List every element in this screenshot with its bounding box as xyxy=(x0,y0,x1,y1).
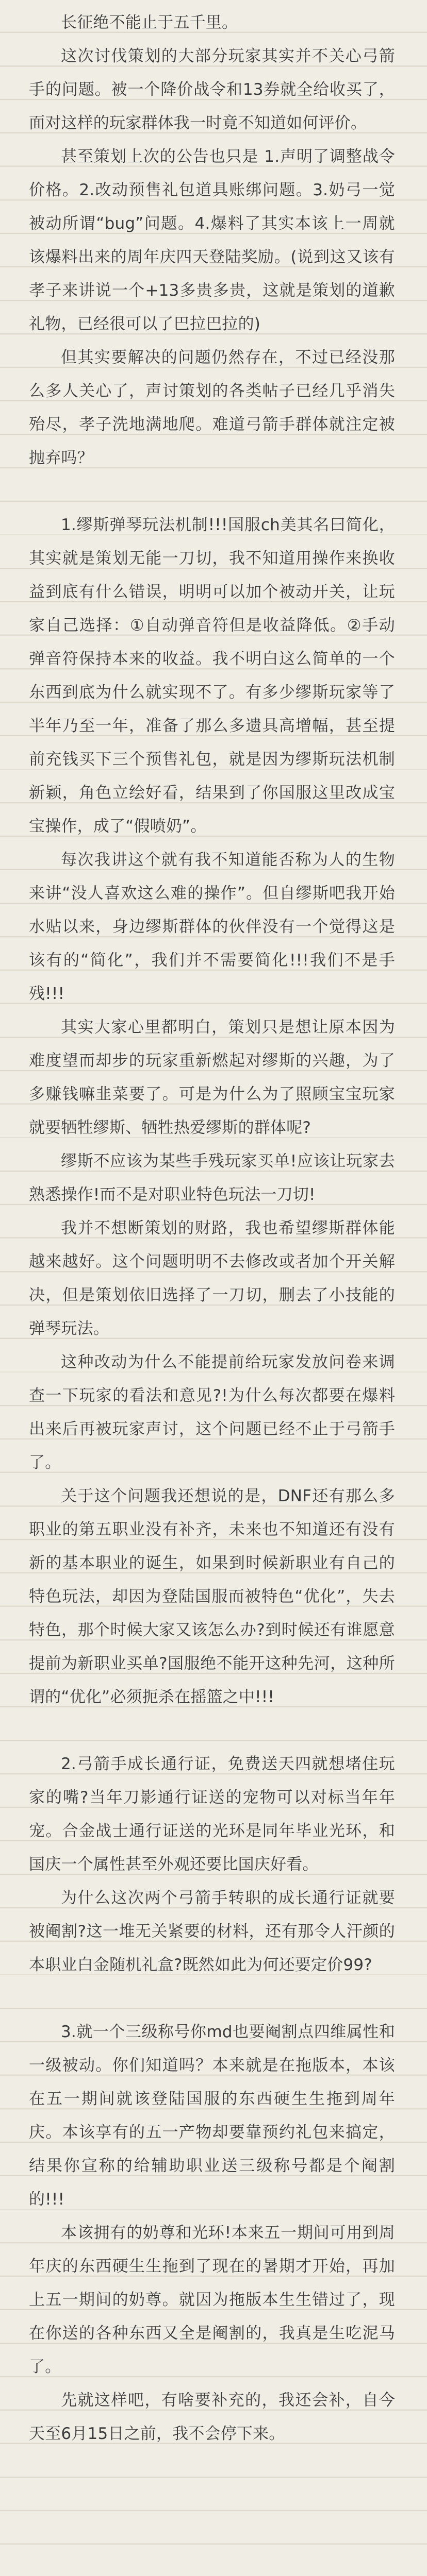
note-paragraph: 先就这样吧，有啥要补充的，我还会补，自今天至6月15日之前，我不会停下来。 xyxy=(29,2391,395,2443)
note-paragraph: 2.弓箭手成长通行证，免费送天四就想堵住玩家的嘴?当年刀影通行证送的宠物可以对标当年年宠。合金战士通行证送的光环是同年毕业光环，和国庆一个属性甚至外观还要比国庆好看。 xyxy=(29,1755,395,1874)
note-paragraph: 为什么这次两个弓箭手转职的成长通行证就要被阉割?这一堆无关紧要的材料，还有那令人汗颜的本职业白金随机礼盒?既然如此为何还要定价99? xyxy=(29,1889,395,1974)
blank-line xyxy=(29,1982,395,2015)
blank-line xyxy=(29,475,395,509)
note-paragraph: 其实大家心里都明白，策划只是想让原本因为难度望而却步的玩家重新燃起对缪斯的兴趣，为了多赚钱嘛韭菜要了。可是为什么为了照顾宝宝玩家就要牺牲缪斯、牺牲热爱缪斯的群体呢? xyxy=(29,1018,395,1137)
blank-line xyxy=(29,1714,395,1748)
note-paragraph: 但其实要解决的问题仍然存在，不过已经没那么多人关心了，声讨策划的各类帖子已经几乎消失殆尽，孝子洗地满地爬。难道弓箭手群体就注定被抛弃吗？ xyxy=(29,348,395,467)
note-paragraph: 这种改动为什么不能提前给玩家发放问卷来调查一下玩家的看法和意见?!为什么每次都要在爆料出来后再被玩家声讨，这个问题已经不止于弓箭手了。 xyxy=(29,1353,395,1472)
note-paragraph: 3.就一个三级称号你md也要阉割点四维属性和一级被动。你们知道吗？本来就是在拖版本，本该在五一期间就该登陆国服的东西硬生生拖到周年庆。本该享有的五一产物却要靠预约礼包来搞定，结果你宣称的给辅助职业送三级称号都是个阉割的!!! xyxy=(29,2023,395,2209)
note-paragraph: 本该拥有的奶尊和光环!本来五一期间可用到周年庆的东西硬生生拖到了现在的暑期才开始，再加上五一期间的奶尊。就因为拖版本生生错过了，现在你送的各种东西又全是阉割的，我真是生吃泥马了。 xyxy=(29,2224,395,2376)
note-paragraph: 缪斯不应该为某些手残玩家买单!应该让玩家去熟悉操作!而不是对职业特色玩法一刀切! xyxy=(29,1152,395,1204)
note-paragraph: 甚至策划上次的公告也只是 1.声明了调整战令价格。2.改动预售礼包道具账绑问题。3.奶弓一觉被动所谓“bug”问题。4.爆料了其实本该上一周就该爆料出来的周年庆四天登陆奖励。(说到这又该有孝子来讲说一个+13多贵多贵，这就是策划的道歉礼物，已经很可以了巴拉巴拉的) xyxy=(29,147,395,333)
note-paragraph: 这次讨伐策划的大部分玩家其实并不关心弓箭手的问题。被一个降价战令和13券就全给收买了，面对这样的玩家群体我一时竟不知道如何评价。 xyxy=(29,47,395,132)
note-paragraph: 我并不想断策划的财路，我也希望缪斯群体能越来越好。这个问题明明不去修改或者加个开关解决，但是策划依旧选择了一刀切，删去了小技能的弹琴玩法。 xyxy=(29,1219,395,1338)
note-paragraph: 每次我讲这个就有我不知道能否称为人的生物来讲“没人喜欢这么难的操作”。但自缪斯吧我开始水贴以来，身边缪斯群体的伙伴没有一个觉得这是该有的“简化”，我们并不需要简化!!!我们不是手残!!! xyxy=(29,851,395,1003)
note-paragraph: 1.缪斯弹琴玩法机制!!!国服ch美其名曰简化，其实就是策划无能一刀切，我不知道用操作来换收益到底有什么错误，明明可以加个被动开关，让玩家自己选择：①自动弹音符但是收益降低。②手动弹音符保持本来的收益。我不明白这么简单的一个东西到底为什么就实现不了。有多少缪斯玩家等了半年乃至一年，准备了那么多遗具高增幅，甚至提前充钱买下三个预售礼包，就是因为缪斯玩法机制新颖，角色立绘好看，结果到了你国服这里改成宝宝操作，成了“假喷奶”。 xyxy=(29,516,395,836)
note-paragraph: 长征绝不能止于五千里。 xyxy=(61,13,238,32)
note-paragraph: 关于这个问题我还想说的是，DNF还有那么多职业的第五职业没有补齐，未来也不知道还有没有新的基本职业的诞生，如果到时候新职业有自己的特色玩法，却因为登陆国服而被特色“优化”，失去特色，那个时候大家又该怎么办?到时候还有谁愿意提前为新职业买单?国服绝不能开这种先河，这种所谓的“优化”必须扼杀在摇篮之中!!! xyxy=(29,1487,395,1706)
